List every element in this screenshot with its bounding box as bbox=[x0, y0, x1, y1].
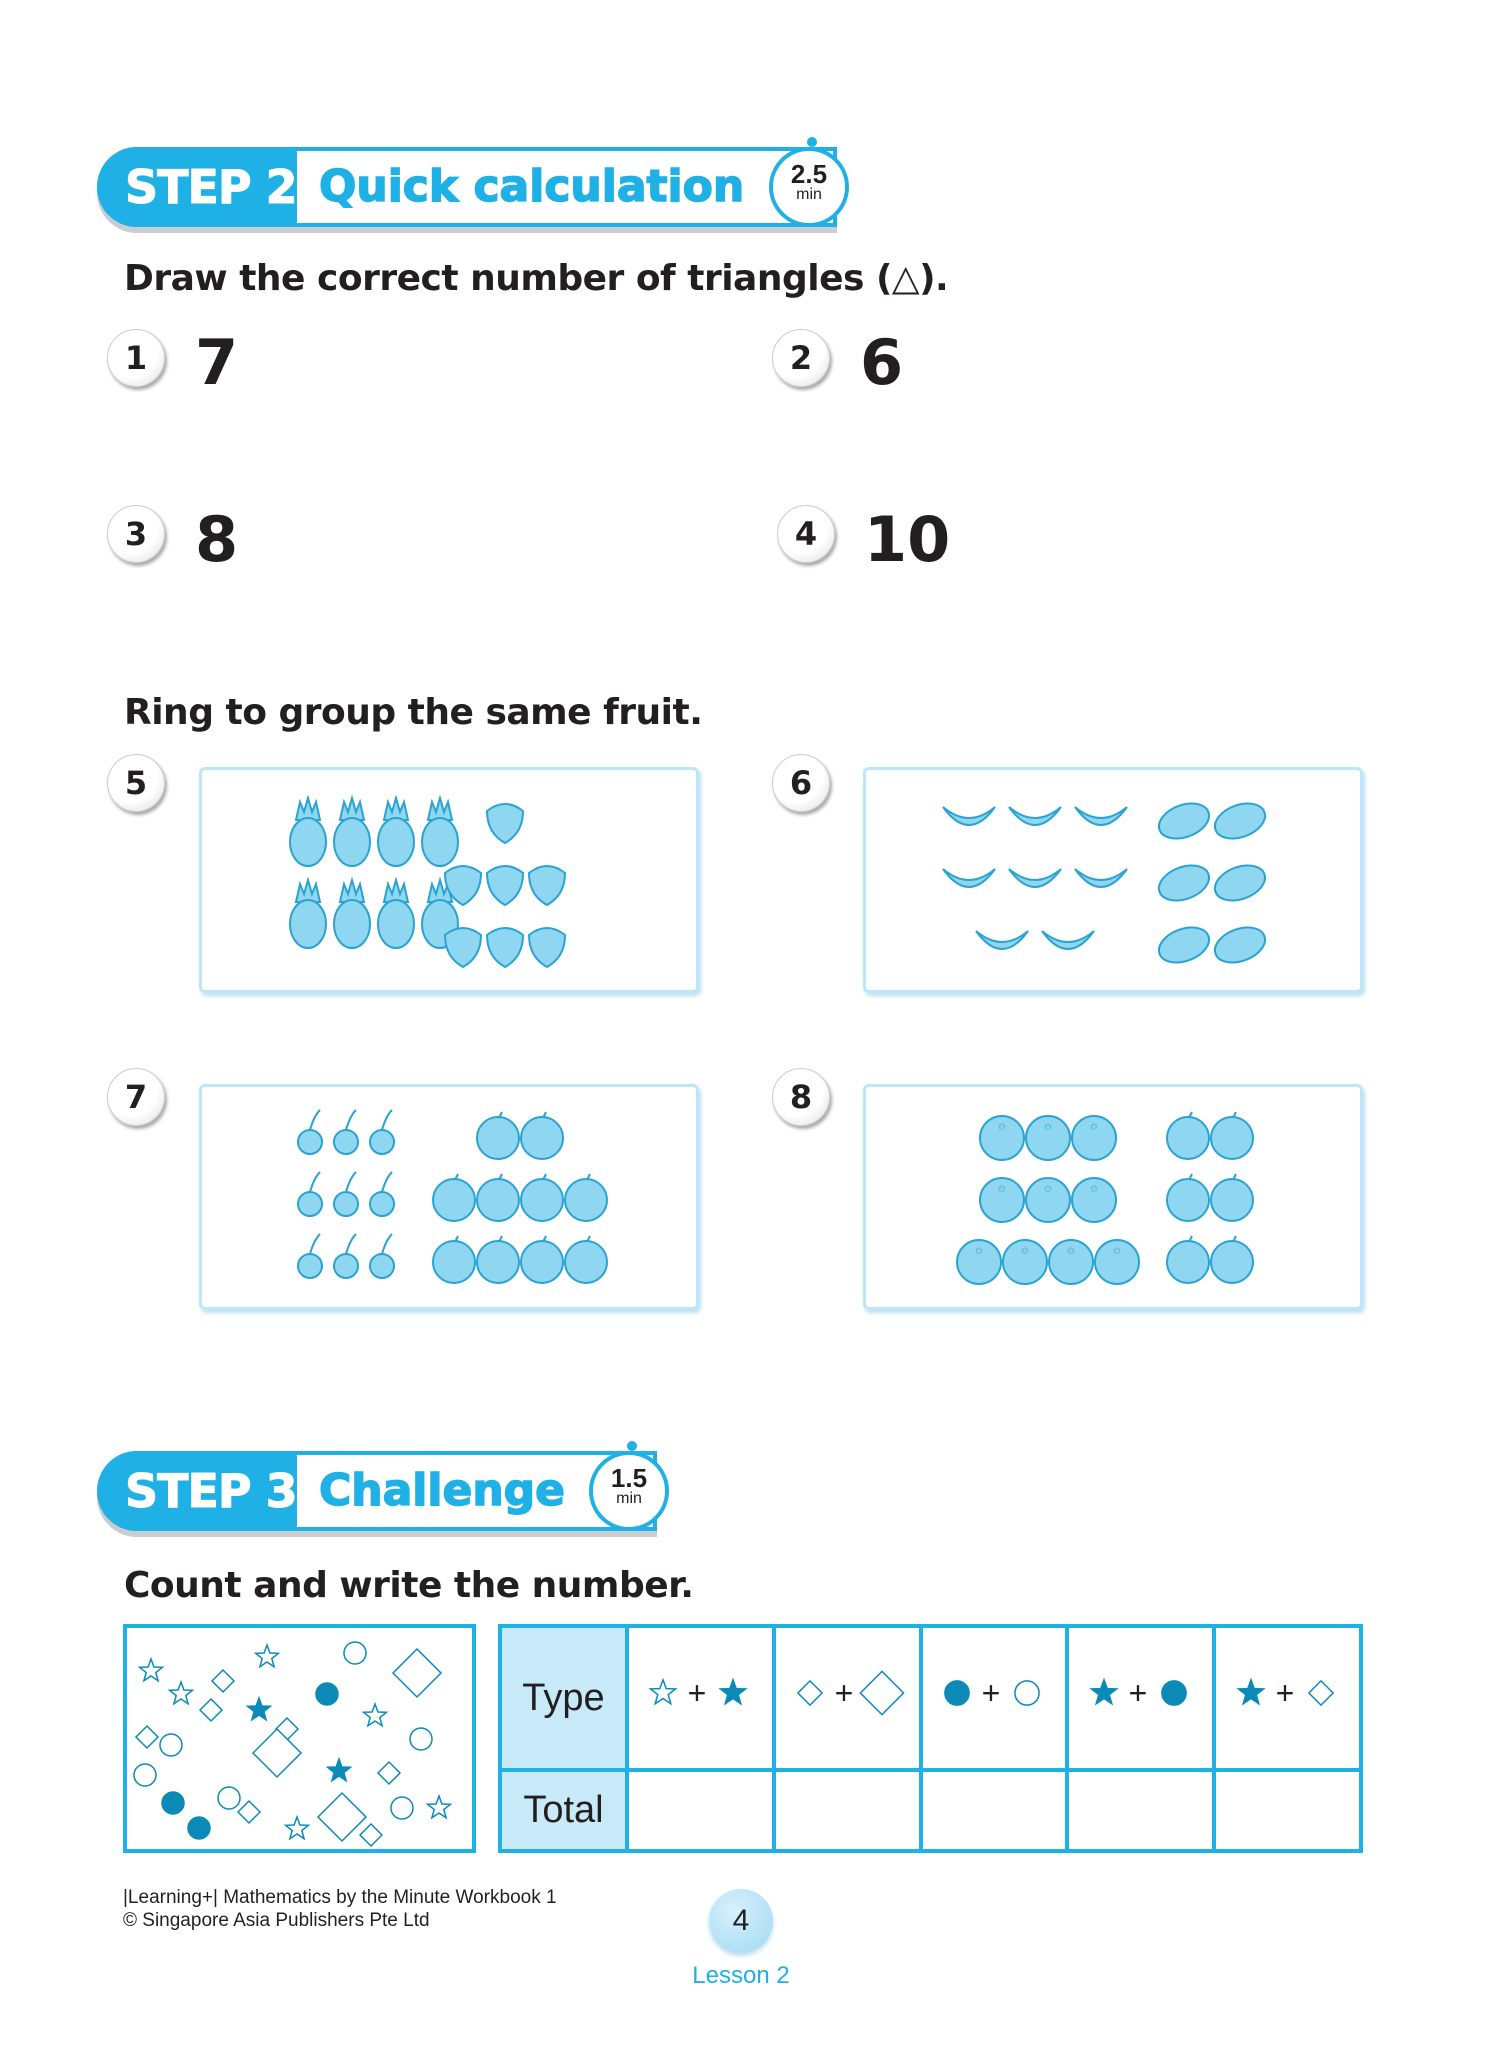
star-filled-icon bbox=[248, 1698, 271, 1720]
svg-text:✩: ✩ bbox=[1043, 1122, 1053, 1133]
circle-outline-icon bbox=[218, 1787, 240, 1809]
diamond-small-icon bbox=[212, 1670, 234, 1692]
orange-icon bbox=[1049, 1240, 1093, 1284]
lemon-icon bbox=[1210, 921, 1270, 969]
banana-icon bbox=[1075, 807, 1127, 825]
pineapple-icon bbox=[378, 798, 414, 866]
circle-outline-icon bbox=[344, 1642, 366, 1664]
apple-icon bbox=[477, 1236, 519, 1283]
lesson-label: Lesson 2 bbox=[692, 1962, 790, 1989]
question-number: 6 bbox=[772, 754, 830, 812]
total-input-cell[interactable] bbox=[1214, 1770, 1361, 1851]
star-outline-icon bbox=[286, 1817, 309, 1839]
orange-icon bbox=[1026, 1178, 1070, 1222]
total-input-cell[interactable] bbox=[1067, 1770, 1214, 1851]
section-title: Challenge bbox=[319, 1465, 565, 1516]
cherry-icon bbox=[334, 1172, 358, 1216]
circle-filled-icon bbox=[188, 1817, 210, 1839]
circle-outline-icon bbox=[1015, 1681, 1039, 1705]
plus-sign: + bbox=[981, 1675, 1001, 1712]
orange-icon bbox=[980, 1116, 1024, 1160]
timer-unit: min bbox=[616, 1490, 642, 1507]
timer-icon bbox=[769, 147, 849, 227]
circle-outline-icon bbox=[391, 1797, 413, 1819]
question-value: 7 bbox=[195, 326, 239, 399]
pineapple-icon bbox=[334, 798, 370, 866]
apple-icon bbox=[565, 1236, 607, 1283]
apple-icon bbox=[521, 1236, 563, 1283]
type-cell bbox=[1214, 1626, 1361, 1770]
type-cell bbox=[921, 1626, 1068, 1770]
table-row bbox=[500, 1770, 1361, 1851]
lemon-icon bbox=[1154, 859, 1214, 907]
row-label: Type bbox=[500, 1626, 627, 1770]
svg-text:✩: ✩ bbox=[1066, 1246, 1076, 1257]
lemon-icon bbox=[1210, 859, 1270, 907]
diamond-large-icon bbox=[318, 1793, 366, 1841]
apple-icon bbox=[521, 1174, 563, 1221]
plus-sign: + bbox=[688, 1675, 707, 1712]
cherry-icon bbox=[298, 1172, 322, 1216]
question-value: 8 bbox=[195, 503, 239, 576]
orange-icon bbox=[980, 1178, 1024, 1222]
star-outline-icon bbox=[428, 1796, 451, 1818]
fruit-box[interactable] bbox=[199, 767, 699, 993]
plus-sign: + bbox=[834, 1675, 854, 1712]
fruit-box[interactable] bbox=[863, 1084, 1363, 1310]
star-filled-icon bbox=[1091, 1680, 1116, 1704]
question-number: 5 bbox=[107, 754, 165, 812]
circle-outline-icon bbox=[134, 1764, 156, 1786]
cherry-icon bbox=[334, 1110, 358, 1154]
shapes-picture bbox=[123, 1624, 476, 1853]
orange-icon bbox=[1026, 1116, 1070, 1160]
diamond-small-icon bbox=[238, 1801, 260, 1823]
row-label: Total bbox=[500, 1770, 627, 1851]
apple-icon bbox=[1167, 1236, 1209, 1283]
question-number: 3 bbox=[107, 505, 165, 563]
banana-icon bbox=[943, 807, 995, 825]
ring-instruction: Ring to group the same fruit. bbox=[124, 692, 703, 733]
star-outline-icon bbox=[140, 1659, 163, 1681]
total-input-cell[interactable] bbox=[774, 1770, 921, 1851]
cherry-icon bbox=[298, 1234, 322, 1278]
svg-text:✩: ✩ bbox=[1020, 1246, 1030, 1257]
question-number: 7 bbox=[107, 1068, 165, 1126]
circle-outline-icon bbox=[160, 1734, 182, 1756]
diamond-small-icon bbox=[136, 1726, 158, 1748]
question-number: 2 bbox=[772, 329, 830, 387]
svg-text:✩: ✩ bbox=[1043, 1184, 1053, 1195]
pineapple-icon bbox=[334, 880, 370, 948]
svg-text:✩: ✩ bbox=[974, 1246, 984, 1257]
count-instruction: Count and write the number. bbox=[124, 1565, 694, 1606]
banana-icon bbox=[1009, 869, 1061, 887]
diamond-small-icon bbox=[1308, 1681, 1332, 1705]
type-cell bbox=[774, 1626, 921, 1770]
circle-filled-icon bbox=[162, 1792, 184, 1814]
question-number: 8 bbox=[772, 1068, 830, 1126]
cherry-icon bbox=[370, 1110, 394, 1154]
apple-icon bbox=[1211, 1112, 1253, 1159]
apple-icon bbox=[1211, 1236, 1253, 1283]
strawberry-icon bbox=[445, 928, 481, 967]
star-outline-icon bbox=[651, 1680, 676, 1704]
diamond-large-icon bbox=[861, 1672, 904, 1715]
question-value: 6 bbox=[860, 326, 904, 399]
cherry-icon bbox=[370, 1172, 394, 1216]
svg-text:✩: ✩ bbox=[1089, 1184, 1099, 1195]
strawberry-icon bbox=[487, 928, 523, 967]
apple-icon bbox=[521, 1112, 563, 1159]
diamond-small-icon bbox=[200, 1699, 222, 1721]
diamond-small-icon bbox=[378, 1762, 400, 1784]
svg-text:✩: ✩ bbox=[997, 1122, 1007, 1133]
lemon-icon bbox=[1154, 797, 1214, 845]
lemon-icon bbox=[1210, 797, 1270, 845]
apple-icon bbox=[477, 1112, 519, 1159]
orange-icon bbox=[1072, 1116, 1116, 1160]
orange-icon bbox=[1095, 1240, 1139, 1284]
svg-text:✩: ✩ bbox=[1089, 1122, 1099, 1133]
apple-icon bbox=[1167, 1174, 1209, 1221]
banana-icon bbox=[1042, 931, 1094, 949]
svg-text:✩: ✩ bbox=[997, 1184, 1007, 1195]
section-title: Quick calculation bbox=[319, 161, 745, 212]
question-value: 10 bbox=[864, 503, 951, 576]
fruit-box[interactable] bbox=[199, 1084, 699, 1310]
pineapple-icon bbox=[422, 798, 458, 866]
total-input-cell[interactable] bbox=[921, 1770, 1068, 1851]
footer-title: |Learning+| Mathematics by the Minute Workbook 1 bbox=[123, 1887, 557, 1908]
timer-value: 1.5 bbox=[610, 1463, 648, 1493]
banana-icon bbox=[1075, 869, 1127, 887]
timer-icon bbox=[589, 1451, 669, 1531]
step-label: STEP 3 bbox=[97, 1451, 297, 1531]
orange-icon bbox=[1072, 1178, 1116, 1222]
lemon-icon bbox=[1154, 921, 1214, 969]
question-number: 1 bbox=[107, 329, 165, 387]
cherry-icon bbox=[298, 1110, 322, 1154]
plus-sign: + bbox=[1275, 1675, 1294, 1712]
circle-filled-icon bbox=[316, 1683, 338, 1705]
star-outline-icon bbox=[256, 1645, 279, 1667]
pineapple-icon bbox=[290, 798, 326, 866]
question-number: 4 bbox=[777, 505, 835, 563]
apple-icon bbox=[1167, 1112, 1209, 1159]
circle-outline-icon bbox=[410, 1728, 432, 1750]
plus-sign: + bbox=[1128, 1675, 1148, 1712]
banana-icon bbox=[976, 931, 1028, 949]
cherry-icon bbox=[370, 1234, 394, 1278]
type-cell bbox=[1067, 1626, 1214, 1770]
page-number: 4 bbox=[709, 1889, 773, 1953]
apple-icon bbox=[565, 1174, 607, 1221]
star-outline-icon bbox=[170, 1682, 193, 1704]
count-table bbox=[498, 1624, 1363, 1853]
banana-icon bbox=[943, 869, 995, 887]
orange-icon bbox=[1003, 1240, 1047, 1284]
circle-filled-icon bbox=[1162, 1681, 1186, 1705]
orange-icon bbox=[957, 1240, 1001, 1284]
diamond-small-icon bbox=[360, 1824, 382, 1846]
fruit-box[interactable] bbox=[863, 767, 1363, 993]
pineapple-icon bbox=[290, 880, 326, 948]
star-outline-icon bbox=[364, 1704, 387, 1726]
pineapple-icon bbox=[378, 880, 414, 948]
type-cell bbox=[627, 1626, 774, 1770]
step2-banner bbox=[97, 147, 837, 227]
timer-unit: min bbox=[796, 186, 822, 203]
circle-filled-icon bbox=[945, 1681, 969, 1705]
table-row bbox=[500, 1626, 1361, 1770]
star-filled-icon bbox=[328, 1759, 351, 1781]
diamond-large-icon bbox=[253, 1729, 301, 1777]
apple-icon bbox=[433, 1236, 475, 1283]
strawberry-icon bbox=[529, 928, 565, 967]
banana-icon bbox=[1009, 807, 1061, 825]
step-label: STEP 2 bbox=[97, 147, 297, 227]
draw-instruction: Draw the correct number of triangles (△). bbox=[124, 258, 949, 299]
apple-icon bbox=[477, 1174, 519, 1221]
strawberry-icon bbox=[529, 866, 565, 905]
apple-icon bbox=[1211, 1174, 1253, 1221]
strawberry-icon bbox=[487, 866, 523, 905]
footer-copyright: © Singapore Asia Publishers Pte Ltd bbox=[123, 1910, 430, 1931]
star-filled-icon bbox=[721, 1680, 746, 1704]
diamond-large-icon bbox=[393, 1649, 441, 1697]
star-filled-icon bbox=[1238, 1680, 1263, 1704]
apple-icon bbox=[433, 1174, 475, 1221]
total-input-cell[interactable] bbox=[627, 1770, 774, 1851]
timer-value: 2.5 bbox=[790, 159, 828, 189]
cherry-icon bbox=[334, 1234, 358, 1278]
strawberry-icon bbox=[487, 804, 523, 843]
step3-banner bbox=[97, 1451, 657, 1531]
svg-text:✩: ✩ bbox=[1112, 1246, 1122, 1257]
diamond-small-icon bbox=[798, 1681, 822, 1705]
